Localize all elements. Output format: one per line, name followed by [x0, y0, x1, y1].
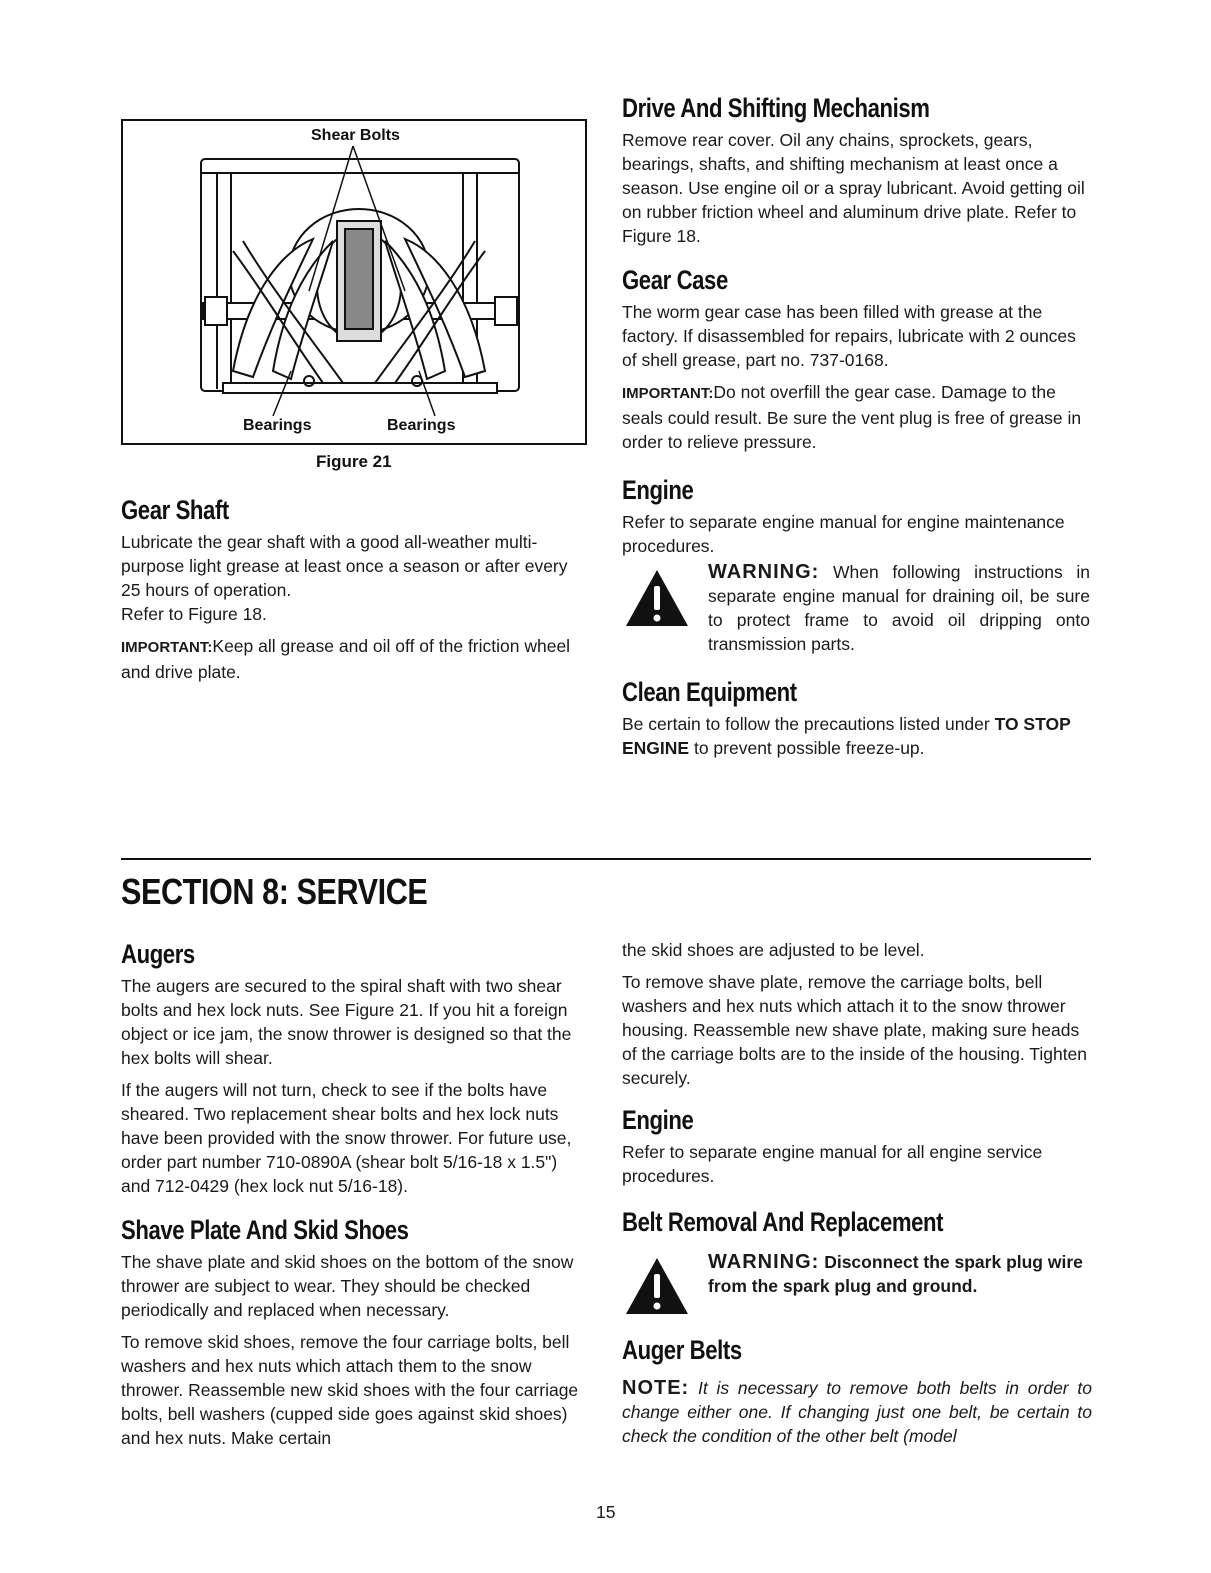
clean-equipment-body: [622, 712, 1092, 760]
warning-text: Disconnect the spark plug wire from the spark plug and ground.: [708, 1252, 1083, 1296]
shave-paragraph-2: To remove skid shoes, remove the four carriage bolts, bell washers and hex nuts which attach them to the snow thrower. Reassemble new skid shoes with the four carriage bolts, bell washers (cupped side goes against skid shoes) and hex nuts. Make certain: [121, 1332, 579, 1448]
augers-paragraph-2: If the augers will not turn, check to see if the bolts have sheared. Two replacement shear bolts and hex lock nuts have been provided with the snow thrower. For future use, order part number 710-0890A (shear bolt 5/16-18 x 1.5") and 712-0429 (hex lock nut 5/16-18).: [121, 1080, 572, 1196]
shave-paragraph-4: To remove shave plate, remove the carriage bolts, bell washers and hex nuts which attach it to the snow thrower housing. Reassemble new shave plate, making sure heads of the carriage bolts are to the inside of the housing. Tighten securely.: [622, 972, 1088, 1088]
important-text: Do not overfill the gear case. Damage to the seals could result. Be sure the vent plug is free of grease in order to relieve pressure.: [622, 382, 1082, 452]
left-column-bottom: [121, 938, 591, 1458]
note-text: It is necessary to remove both belts in order to change either one. If changing just one belt, be certain to check the condition of the other belt (model: [622, 1378, 1092, 1446]
important-label: IMPORTANT:: [622, 385, 714, 402]
gear-case-important: [622, 380, 1092, 454]
drive-body: Remove rear cover. Oil any chains, sprockets, gears, bearings, shafts, and shifting mechanism at least once a season. Use engine oil or a spray lubricant. Avoid getting oil on rubber friction wheel and aluminum drive plate. Refer to Figure 18.: [622, 130, 1085, 246]
engine-service-heading: Engine: [622, 1105, 694, 1135]
figure-21: [121, 119, 587, 445]
auger-assembly-illustration: [123, 121, 585, 443]
right-column-bottom: [622, 938, 1092, 1456]
gear-shaft-refer: Refer to Figure 18.: [121, 604, 267, 624]
gear-shaft-important: [121, 634, 591, 684]
bearings-label-right: Bearings: [387, 417, 456, 434]
gear-shaft-section: [121, 494, 591, 692]
warning-triangle-icon: [624, 1256, 690, 1316]
important-label: IMPORTANT:: [121, 639, 213, 656]
warning-triangle-icon: [624, 568, 690, 628]
right-column-top: [622, 92, 1092, 768]
engine-warning: [622, 561, 1092, 666]
warning-label: WARNING:: [708, 561, 820, 583]
clean-equipment-heading: Clean Equipment: [622, 677, 797, 707]
auger-belts-heading: Auger Belts: [622, 1335, 742, 1365]
engine-service-body: Refer to separate engine manual for all engine service procedures.: [622, 1142, 1043, 1186]
augers-heading: Augers: [121, 939, 195, 969]
section-divider: [121, 858, 1091, 860]
engine-maintenance-heading: Engine: [622, 475, 694, 505]
gear-shaft-body: Lubricate the gear shaft with a good all-weather multi-purpose light grease at least once a season or after every 25 hours of operation.: [121, 532, 568, 600]
engine-maintenance-body: Refer to separate engine manual for engine maintenance procedures.: [622, 512, 1065, 556]
clean-body-pre: Be certain to follow the precautions listed under: [622, 714, 995, 734]
warning-label: WARNING:: [708, 1251, 820, 1273]
shave-paragraph-3: the skid shoes are adjusted to be level.: [622, 940, 925, 960]
clean-body-post: to prevent possible freeze-up.: [689, 738, 925, 758]
shave-paragraph-1: The shave plate and skid shoes on the bottom of the snow thrower are subject to wear. They should be checked periodically and replaced when necessary.: [121, 1252, 574, 1320]
gear-case-body: The worm gear case has been filled with grease at the factory. If disassembled for repairs, lubricate with 2 ounces of shell grease, part no. 737-0168.: [622, 302, 1076, 370]
belt-warning: [622, 1251, 1092, 1332]
gear-shaft-heading: Gear Shaft: [121, 495, 229, 525]
augers-paragraph-1: The augers are secured to the spiral shaft with two shear bolts and hex lock nuts. See Figure 21. If you hit a foreign object or ice jam, the snow thrower is designed so that the hex bolts will shear.: [121, 976, 572, 1068]
page-number: 15: [596, 1502, 616, 1522]
warning-text: When following instructions in separate engine manual for draining oil, be sure to protect frame to avoid oil dripping onto transmission parts.: [708, 562, 1090, 654]
gear-case-heading: Gear Case: [622, 265, 728, 295]
belt-removal-heading: Belt Removal And Replacement: [622, 1207, 944, 1237]
important-text: Keep all grease and oil off of the friction wheel and drive plate.: [121, 636, 571, 682]
section-title: SECTION 8: SERVICE: [121, 871, 428, 912]
figure-caption: Figure 21: [316, 452, 392, 471]
note-label: NOTE:: [622, 1377, 690, 1399]
to-stop-engine-ref: TO STOP ENGINE: [622, 714, 1071, 758]
drive-heading: Drive And Shifting Mechanism: [622, 93, 930, 123]
auger-belts-note: [622, 1376, 1092, 1448]
shear-bolts-label: Shear Bolts: [311, 127, 400, 144]
shave-plate-heading: Shave Plate And Skid Shoes: [121, 1215, 409, 1245]
bearings-label-left: Bearings: [243, 417, 312, 434]
